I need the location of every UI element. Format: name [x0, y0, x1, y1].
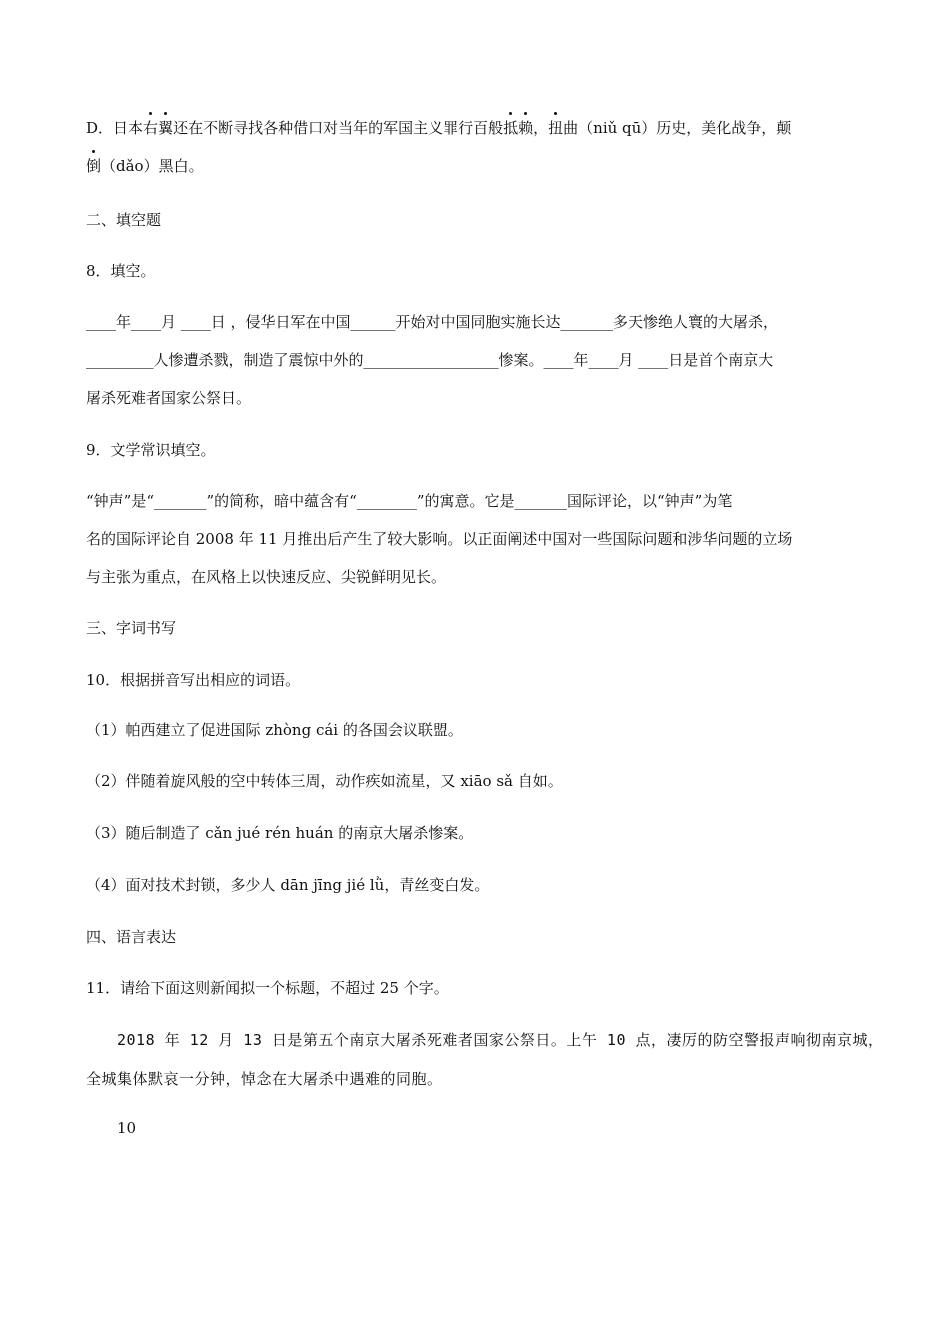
- q9-line2: 名的国际评论自 2008 年 11 月推出后产生了较大影响。以正面阐述中国对一些国际问题和涉华问题的立场: [86, 530, 793, 548]
- q8-line1: ____年____月 ____日 ，侵华日军在中国______开始对中国同胞实施长达_______多天惨绝人寰的大屠杀，: [86, 313, 779, 331]
- emphasis-char: 翼: [158, 119, 174, 137]
- emphasis-char: 抵: [503, 119, 519, 137]
- q11-trailing-text: 10: [117, 1119, 137, 1137]
- q11-news-line2: 全城集体默哀一分钟，悼念在大屠杀中遇难的同胞。: [86, 1070, 443, 1088]
- emphasis-char: 赖: [518, 119, 534, 137]
- section-4-title: 四、语言表达: [86, 928, 177, 946]
- option-d-line1: D．日本右翼还在不断寻找各种借口对当年的军国主义罪行百般抵赖，扭曲（niǔ qū）历史，美化战争，颠: [86, 119, 792, 137]
- option-d-line2: 倒（dǎo）黑白。: [86, 157, 204, 175]
- option-d-label: D．: [86, 119, 114, 137]
- q9-line3: 与主张为重点，在风格上以快速反应、尖锐鲜明见长。: [86, 568, 447, 586]
- q10-item2: （2）伴随着旋风般的空中转体三周，动作疾如流星，又 xiāo sǎ 自如。: [86, 772, 563, 790]
- emphasis-char: 扭: [548, 119, 564, 137]
- q8-line3: 屠杀死难者国家公祭日。: [86, 389, 252, 407]
- q10-item3: （3）随后制造了 cǎn jué rén huán 的南京大屠杀惨案。: [86, 824, 474, 842]
- section-2-title: 二、填空题: [86, 211, 162, 229]
- emphasis-char: 右: [143, 119, 159, 137]
- q11-news-line1: 2018 年 12 月 13 日是第五个南京大屠杀死难者国家公祭日。上午 10 点，凄厉的防空警报声响彻南京城，: [117, 1031, 884, 1049]
- q10-title: 10．根据拼音写出相应的词语。: [86, 671, 301, 689]
- q11-title: 11．请给下面这则新闻拟一个标题，不超过 25 个字。: [86, 979, 449, 997]
- q8-title: 8．填空。: [86, 262, 156, 280]
- emphasis-char: 倒: [86, 157, 102, 175]
- q8-line2: _________人惨遭杀戮，制造了震惊中外的__________________惨案。____年____月 ____日是首个南京大: [86, 351, 774, 369]
- q9-line1: “钟声”是“_______”的简称，暗中蕴含有“________”的寓意。它是_______国际评论，以“钟声”为笔: [86, 492, 733, 510]
- q10-item1: （1）帕西建立了促进国际 zhòng cái 的各国会议联盟。: [86, 721, 463, 739]
- q9-title: 9．文学常识填空。: [86, 441, 216, 459]
- section-3-title: 三、字词书写: [86, 619, 177, 637]
- q10-item4: （4）面对技术封锁，多少人 dān jīng jié lǜ，青丝变白发。: [86, 876, 490, 894]
